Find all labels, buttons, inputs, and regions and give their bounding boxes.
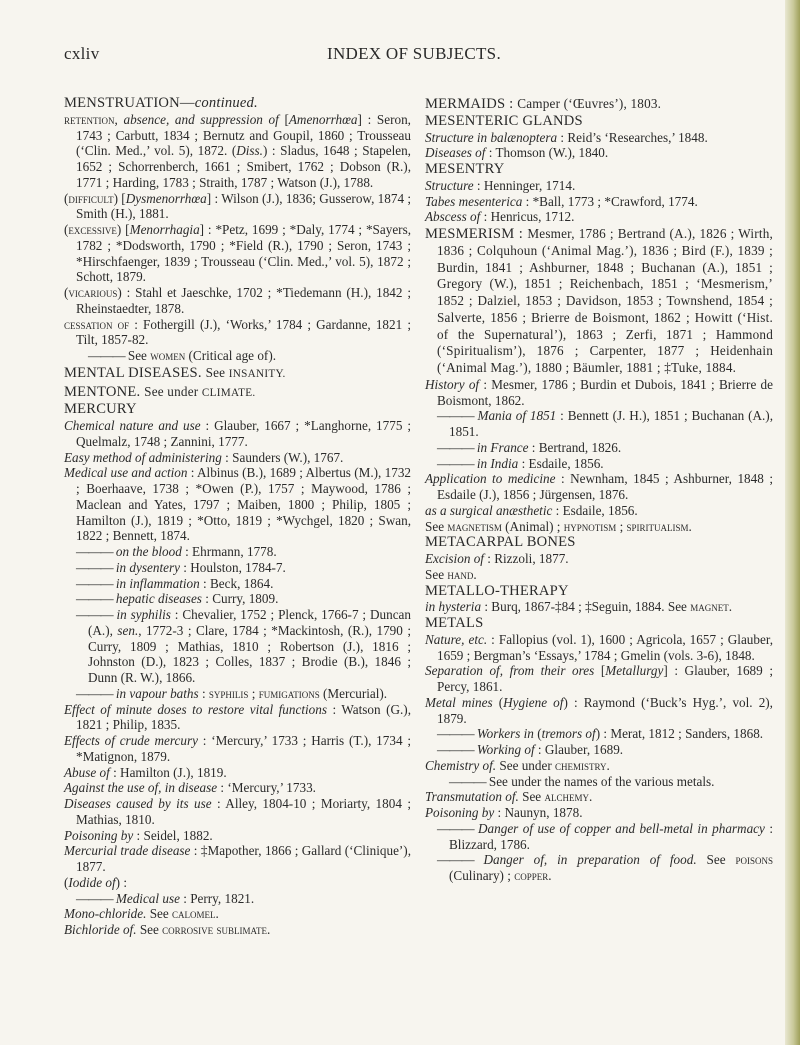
index-entry: ——— in France : Bertrand, 1826. — [437, 439, 622, 455]
index-entry: (difficult) [Dysmenorrhœa] : Wilson (J.), 1836; Gusserow, 1874 ; Smith (H.), 1881. — [64, 190, 412, 222]
index-entry: ——— hepatic diseases : Curry, 1809. — [76, 591, 279, 607]
index-entry: ——— on the blood : Ehrmann, 1778. — [76, 544, 277, 559]
running-title: INDEX OF SUBJECTS. — [326, 44, 501, 63]
index-entry: ——— Medical use : Perry, 1821. — [76, 890, 255, 906]
index-entry: ——— See women (Critical age of). — [88, 348, 277, 363]
index-entry: Effect of minute doses to restore vital functions : Watson (G.), 1821 ; Philip, 1835. — [64, 701, 411, 733]
index-entry: Mercurial trade disease : ‡Mapother, 1866 ; Gallard (‘Clinique’), 1877. — [64, 843, 411, 874]
index-entry: ——— in inflammation : Beck, 1864. — [76, 575, 274, 591]
index-heading: MENSTRUATION—continued. — [64, 95, 258, 111]
index-heading: MENTAL DISEASES. See INSANITY. — [64, 364, 286, 381]
index-entry: in hysteria : Burq, 1867-‡84 ; ‡Seguin, 1884. See magnet. — [425, 599, 733, 615]
right-column — [425, 96, 773, 884]
index-entry: Mono-chloride. See calomel. — [64, 906, 219, 922]
index-entry: ——— in syphilis : Chevalier, 1752 ; Plenck, 1766-7 ; Duncan (A.), sen., 1772-3 ; Clare, 1784 ; *Mackintosh, (R.), 1790 ; Curry, 1809 ; Mathias, 1810 ; Robertson (J.), 1816 ; Johnston (D.), 1823 ; Colles, 1837 ; Brodie (B.), 1846 ; Dunn (R. W.), 1866. — [76, 607, 411, 685]
index-heading: MESENTRY — [425, 161, 505, 177]
index-entry: ——— in India : Esdaile, 1856. — [437, 455, 604, 471]
index-heading: MERCURY — [64, 401, 137, 418]
page-number: cxliv — [64, 44, 100, 63]
index-entry: Abuse of : Hamilton (J.), 1819. — [64, 764, 227, 780]
index-entry: See magnetism (Animal) ; hypnotism ; spiritualism. — [425, 518, 692, 534]
index-entry: retention, absence, and suppression of [Amenorrhœa] : Seron, 1743 ; Carbutt, 1834 ; Bernutz and Goupil, 1860 ; Trousseau (‘Clin. Med.,’ vol. 5), 1872. (Diss.) : Sladus, 1648 ; Stapelen, 1652 ; Schorrenberch, 1661 ; Smibert, 1762 ; Dobson (R.), 1771 ; Harding, 1783 ; Straith, 1787 ; Watson (J.), 1788. — [64, 111, 411, 190]
index-entry: ——— See under the names of the various metals. — [449, 773, 715, 789]
index-entry: Excision of : Rizzoli, 1877. — [425, 551, 569, 566]
index-entry: ——— Workers in (tremors of) : Merat, 1812 ; Sanders, 1868. — [437, 726, 764, 742]
index-entry: ——— Working of : Glauber, 1689. — [437, 742, 624, 757]
index-entry: Structure : Henninger, 1714. — [425, 177, 576, 193]
index-heading: MERMAIDS : Camper (‘Œuvres’), 1803. — [425, 96, 662, 112]
index-entry: ——— Danger of use of copper and bell-metal in pharmacy : Blizzard, 1786. — [437, 820, 773, 852]
index-entry: Tabes mesenterica : *Ball, 1773 ; *Crawford, 1774. — [425, 193, 698, 209]
index-entry: Medical use and action : Albinus (B.), 1689 ; Albertus (M.), 1732 ; Boerhaave, 1738 ; *Owen (P.), 1757 ; Maywood, 1786 ; Maclean and Yates, 1797 ; Maiben, 1800 ; Philip, 1805 ; Hamilton (J.), 1819 ; *Otto, 1819 ; *Wychgel, 1820 ; Swan, 1822 ; Bennett, 1874. — [64, 465, 412, 544]
index-entry: Nature, etc. : Fallopius (vol. 1), 1600 ; Agricola, 1657 ; Glauber, 1659 ; Bergman’s ‘Essays,’ 1784 ; Gmelin (vols. 3-6), 1848. — [425, 631, 773, 663]
index-entry: See hand. — [425, 566, 477, 582]
index-entry: Effects of crude mercury : ‘Mercury,’ 1733 ; Harris (T.), 1734 ; *Matignon, 1879. — [64, 733, 412, 764]
index-heading: METALS — [425, 615, 484, 631]
index-entry: ——— Danger of, in preparation of food. See poisons (Culinary) ; copper. — [437, 852, 773, 883]
index-heading: METALLO-THERAPY — [425, 582, 569, 599]
index-entry: History of : Mesmer, 1786 ; Burdin et Dubois, 1841 ; Brierre de Boismont, 1862. — [425, 376, 774, 408]
index-heading: MESENTERIC GLANDS — [425, 112, 583, 129]
index-entry: cessation of : Fothergill (J.), ‘Works,’ 1784 ; Gardanne, 1821 ; Tilt, 1857-82. — [64, 316, 411, 348]
index-entry: Metal mines (Hygiene of) : Raymond (‘Buck’s Hyg.’, vol. 2), 1879. — [425, 694, 773, 726]
index-entry: Easy method of administering : Saunders (W.), 1767. — [64, 449, 344, 465]
index-entry: Application to medicine : Newnham, 1845 ; Ashburner, 1848 ; Esdaile (J.), 1856 ; Jürgensen, 1876. — [425, 471, 774, 502]
index-heading: METACARPAL BONES — [425, 534, 576, 551]
index-entry: (Iodide of) : — [64, 874, 128, 890]
index-entry: Diseases caused by its use : Alley, 1804-10 ; Moriarty, 1804 ; Mathias, 1810. — [64, 796, 411, 827]
index-entry: Against the use of, in disease : ‘Mercury,’ 1733. — [64, 780, 316, 796]
index-entry: as a surgical anæsthetic : Esdaile, 1856. — [425, 502, 638, 518]
index-entry: Poisoning by : Naunyn, 1878. — [425, 805, 583, 820]
index-entry: Separation of, from their ores [Metallurgy] : Glauber, 1689 ; Percy, 1861. — [425, 663, 773, 694]
index-entry: ——— in dysentery : Houlston, 1784-7. — [76, 559, 286, 575]
index-entry: Chemistry of. See under chemistry. — [425, 757, 610, 773]
index-heading: MENTONE. See under CLIMATE. — [64, 383, 256, 400]
index-entry: (vicarious) : Stahl et Jaeschke, 1702 ; *Tiedemann (H.), 1842 ; Rheinstaedter, 1878. — [64, 285, 411, 316]
index-entry: Chemical nature and use : Glauber, 1667 ; *Langhorne, 1775 ; Quelmalz, 1748 ; Zannini, 1777. — [64, 418, 411, 449]
index-entry: Transmutation of. See alchemy. — [425, 789, 593, 805]
index-entry: Diseases of : Thomson (W.), 1840. — [425, 145, 609, 161]
index-heading: MESMERISM : Mesmer, 1786 ; Bertrand (A.), 1826 ; Wirth, 1836 ; Colquhoun (‘Animal Mag.’), 1836 ; Bird (F.), 1839 ; Burdin, 1841 ; Ashburner, 1848 ; Buchanan (A.), 1851 ; Gregory (W.), 1851 ; Reichenbach, 1851 ; ‘Mesmerism,’ 1852 ; Dalziel, 1853 ; Davidson, 1853 ; Townshend, 1854 ; Salverte, 1856 ; Brierre de Boismont, 1862 ; Howitt (‘Hist. of the Supernatural’), 1863 ; Zerfi, 1871 ; Hammond (‘Spiritualism’), 1876 ; Carpenter, 1877 ; Heidenhain (‘Animal Mag.’), 1880 ; Bäumler, 1881 ; ‡Tuke, 1884. — [425, 226, 773, 375]
index-entry: ——— in vapour baths : syphilis ; fumigations (Mercurial). — [76, 685, 388, 701]
book-binding-edge — [785, 0, 800, 1045]
index-entry: Structure in balænoptera : Reid’s ‘Researches,’ 1848. — [425, 129, 708, 145]
index-entry: ——— Mania of 1851 : Bennett (J. H.), 1851 ; Buchanan (A.), 1851. — [437, 408, 773, 439]
index-entry: Abscess of : Henricus, 1712. — [425, 209, 575, 225]
index-entry: Poisoning by : Seidel, 1882. — [64, 827, 213, 843]
index-entry: Bichloride of. See corrosive sublimate. — [64, 922, 271, 937]
index-entry: (excessive) [Menorrhagia] : *Petz, 1699 ; *Daly, 1774 ; *Sayers, 1782 ; *Dodsworth, 1790 ; *Field (R.), 1790 ; Seron, 1743 ; *Hirschfaenger, 1839 ; Trousseau (‘Clin. Med.,’ vol. 5), 1872 ; Schott, 1879. — [64, 222, 411, 285]
left-column — [64, 96, 411, 938]
